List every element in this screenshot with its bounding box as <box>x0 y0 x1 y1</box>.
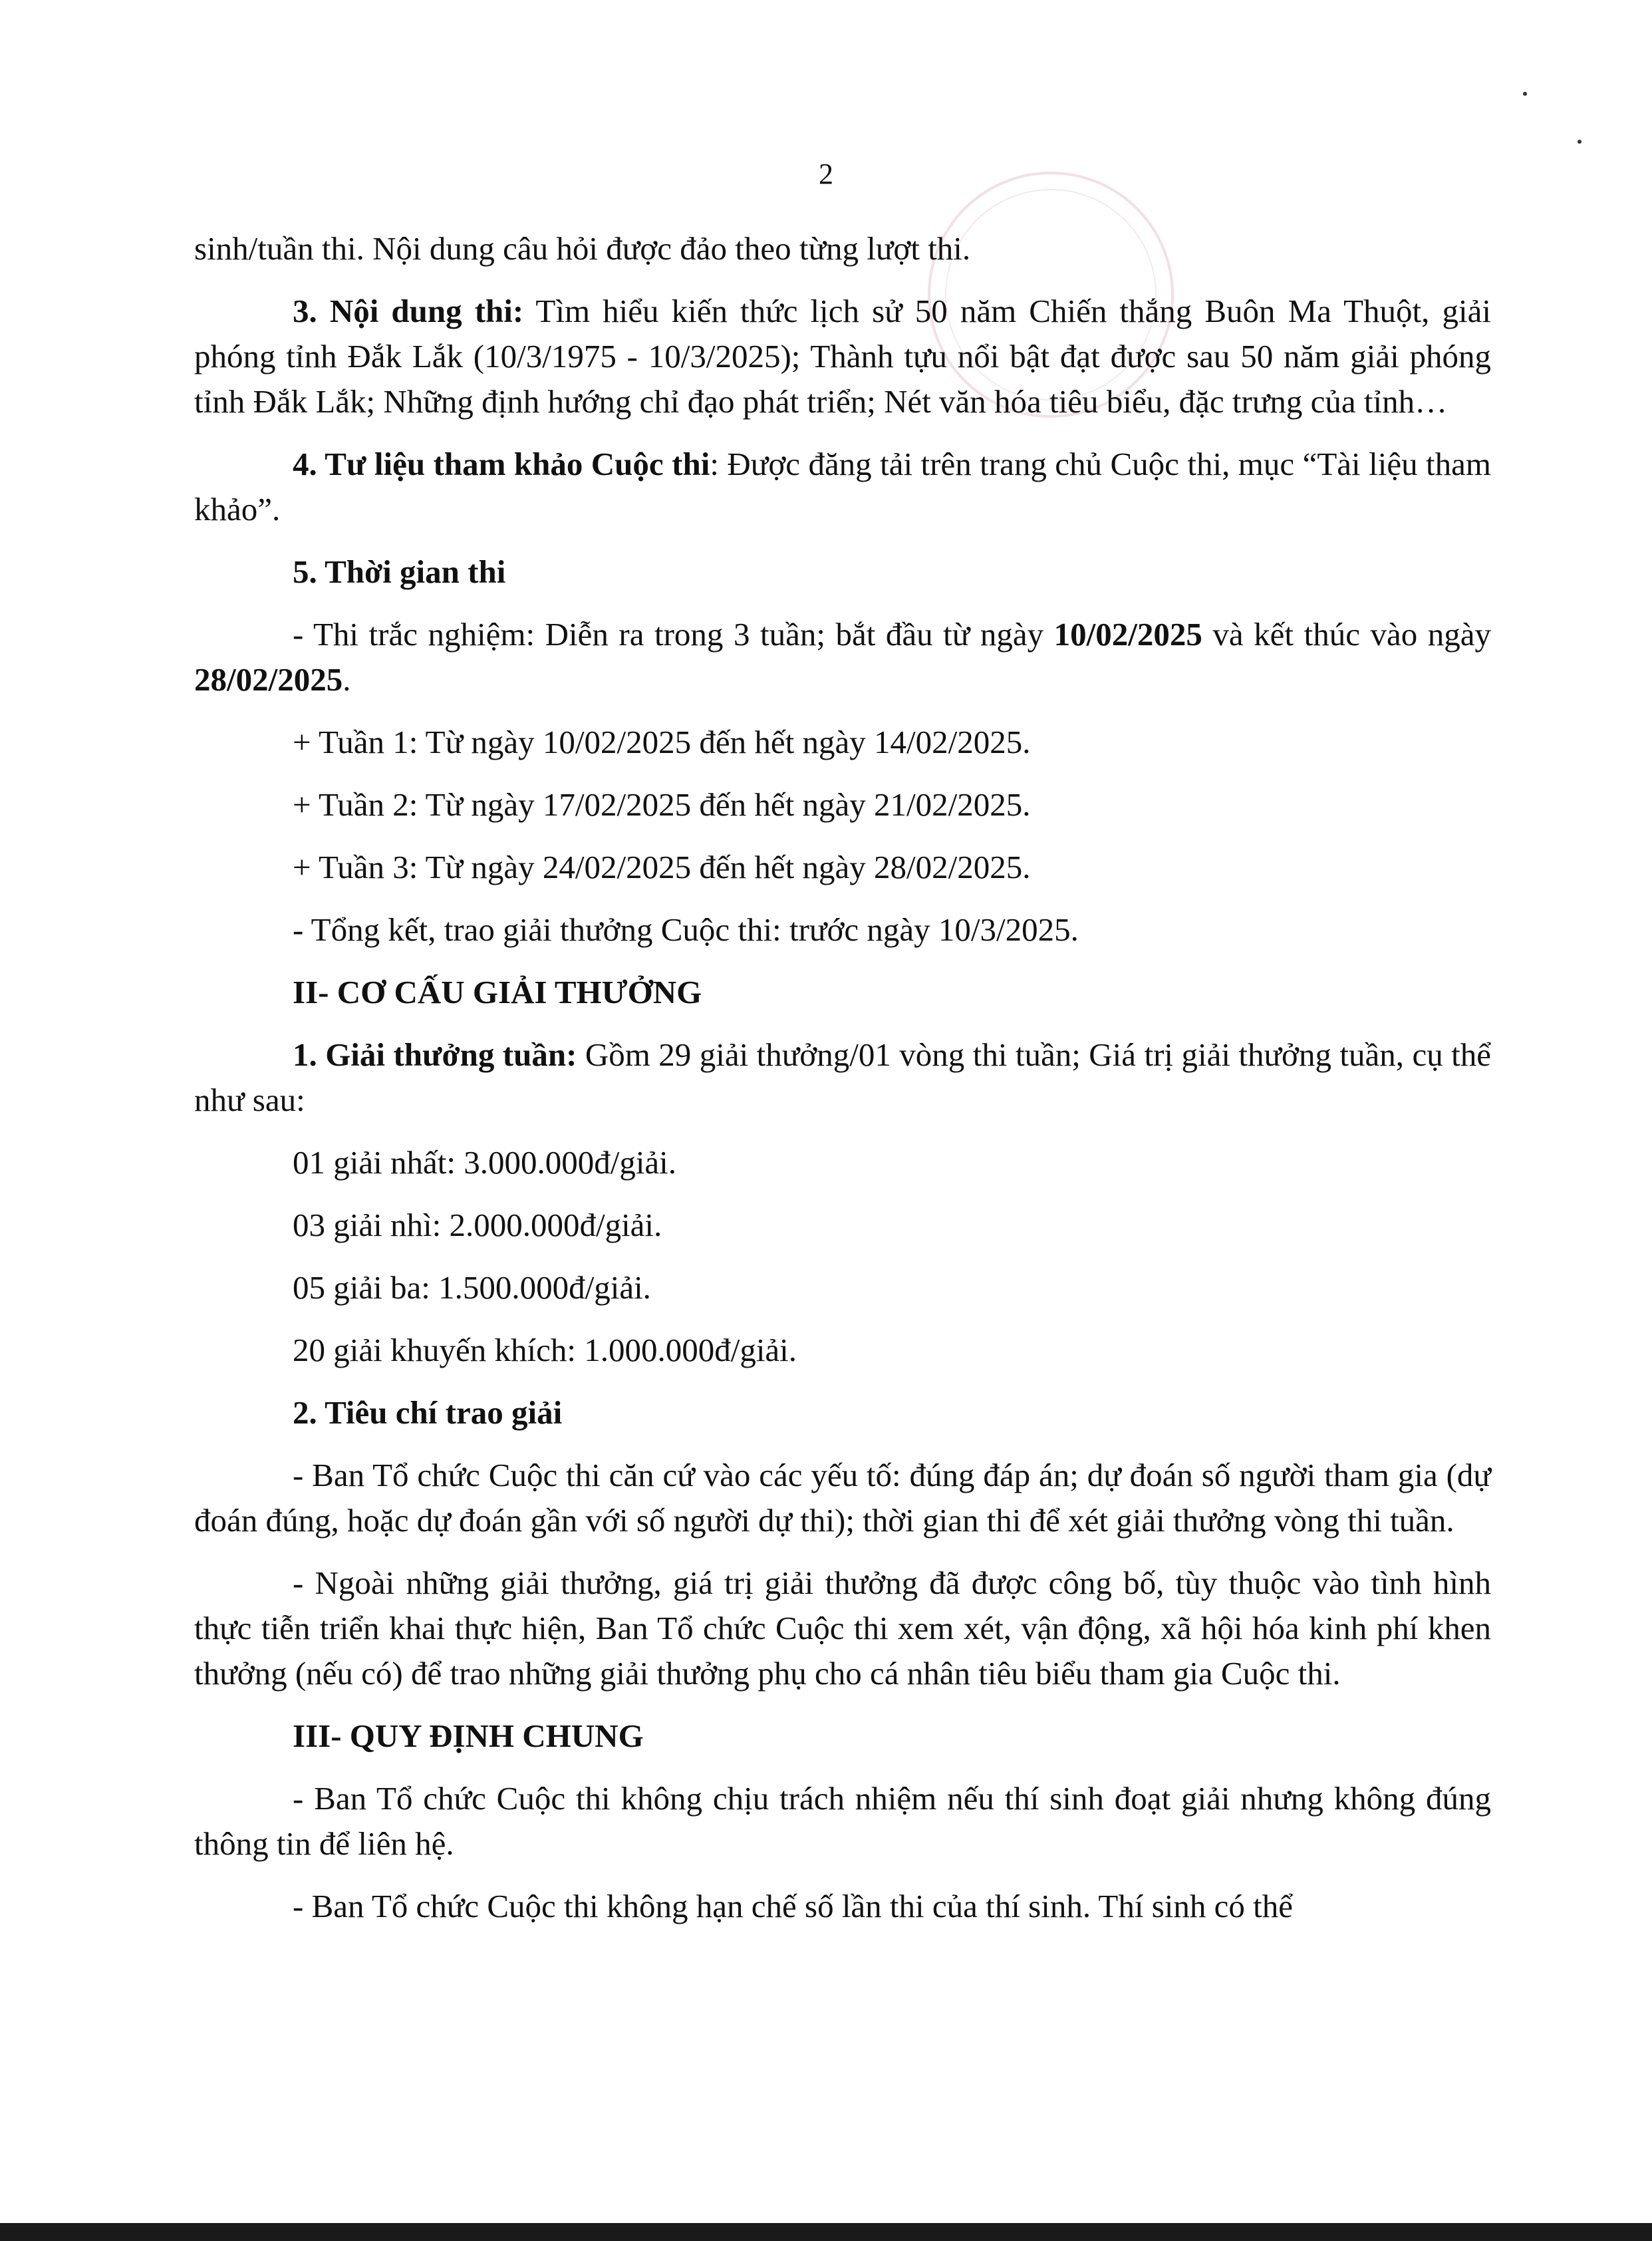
schedule-text-3: . <box>343 661 351 698</box>
prize-second: 03 giải nhì: 2.000.000đ/giải. <box>293 1207 662 1243</box>
prize-first: 01 giải nhất: 3.000.000đ/giải. <box>293 1144 677 1181</box>
reference-label: 4. Tư liệu tham khảo Cuộc thi <box>293 446 710 482</box>
weekly-prize-label: 1. Giải thưởng tuần: <box>293 1036 577 1073</box>
criteria-heading: 2. Tiêu chí trao giải <box>293 1394 563 1431</box>
section-3-heading: III- QUY ĐỊNH CHUNG <box>293 1718 644 1754</box>
summary-line: - Tổng kết, trao giải thưởng Cuộc thi: trước ngày 10/3/2025. <box>293 911 1079 948</box>
start-date: 10/02/2025 <box>1053 616 1202 653</box>
content-text: Tìm hiểu kiến thức lịch sử 50 năm Chiến thắng Buôn Ma Thuột, giải phóng tỉnh Đắk Lắk (10/3/1975 - 10/3/2025); Thành tựu nổi bật đạt được sau 50 năm giải phóng tỉnh Đắk Lắk; Những định hướng chỉ đạo phát triển; Nét văn hóa tiêu biểu, đặc trưng của tỉnh… <box>194 293 1491 420</box>
rule-paragraph-2: - Ban Tổ chức Cuộc thi không hạn chế số lần thi của thí sinh. Thí sinh có thể <box>293 1888 1294 1924</box>
paragraph-continuation: sinh/tuần thi. Nội dung câu hỏi được đảo theo từng lượt thi. <box>194 230 971 267</box>
page-number: 2 <box>819 158 833 190</box>
week-3-line: + Tuần 3: Từ ngày 24/02/2025 đến hết ngày 28/02/2025. <box>293 849 1031 885</box>
content-label: 3. Nội dung thi: <box>293 293 524 329</box>
schedule-text-2: và kết thúc vào ngày <box>1202 616 1491 653</box>
reference-paragraph <box>194 442 1491 532</box>
week-2-line: + Tuần 2: Từ ngày 17/02/2025 đến hết ngày 21/02/2025. <box>293 786 1031 823</box>
criteria-paragraph-2: - Ngoài những giải thưởng, giá trị giải thưởng đã được công bố, tùy thuộc vào tình hình thực tiễn triển khai thực hiện, Ban Tổ chức Cuộc thi xem xét, vận động, xã hội hóa kinh phí khen thưởng (nếu có) để trao những giải thưởng phụ cho cá nhân tiêu biểu tham gia Cuộc thi. <box>194 1565 1491 1692</box>
week-1-line: + Tuần 1: Từ ngày 10/02/2025 đến hết ngày 14/02/2025. <box>293 724 1031 760</box>
scan-speck <box>1523 92 1527 96</box>
section-2-heading: II- CƠ CẤU GIẢI THƯỞNG <box>293 974 702 1010</box>
prize-consolation: 20 giải khuyến khích: 1.000.000đ/giải. <box>293 1332 797 1368</box>
reference-text: : Được đăng tải trên trang chủ Cuộc thi, mục “Tài liệu tham khảo”. <box>194 446 1491 527</box>
document-body <box>194 226 1491 1946</box>
end-date: 28/02/2025 <box>194 661 343 698</box>
scan-speck <box>1578 140 1582 144</box>
weekly-prize-paragraph <box>194 1032 1491 1123</box>
scan-bottom-edge <box>0 2223 1652 2241</box>
weekly-prize-text: Gồm 29 giải thưởng/01 vòng thi tuần; Giá trị giải thưởng tuần, cụ thể như sau: <box>194 1036 1491 1118</box>
schedule-text-1: - Thi trắc nghiệm: Diễn ra trong 3 tuần; bắt đầu từ ngày <box>293 616 1054 653</box>
content-paragraph <box>194 289 1491 424</box>
prize-third: 05 giải ba: 1.500.000đ/giải. <box>293 1269 651 1306</box>
schedule-paragraph <box>194 612 1491 702</box>
criteria-paragraph-1: - Ban Tổ chức Cuộc thi căn cứ vào các yếu tố: đúng đáp án; dự đoán số người tham gia (dự đoán đúng, hoặc dự đoán gần với số người dự thi); thời gian thi để xét giải thưởng vòng thi tuần. <box>194 1457 1491 1539</box>
schedule-heading: 5. Thời gian thi <box>293 553 506 590</box>
rule-paragraph-1: - Ban Tổ chức Cuộc thi không chịu trách nhiệm nếu thí sinh đoạt giải nhưng không đúng thông tin để liên hệ. <box>194 1780 1491 1862</box>
